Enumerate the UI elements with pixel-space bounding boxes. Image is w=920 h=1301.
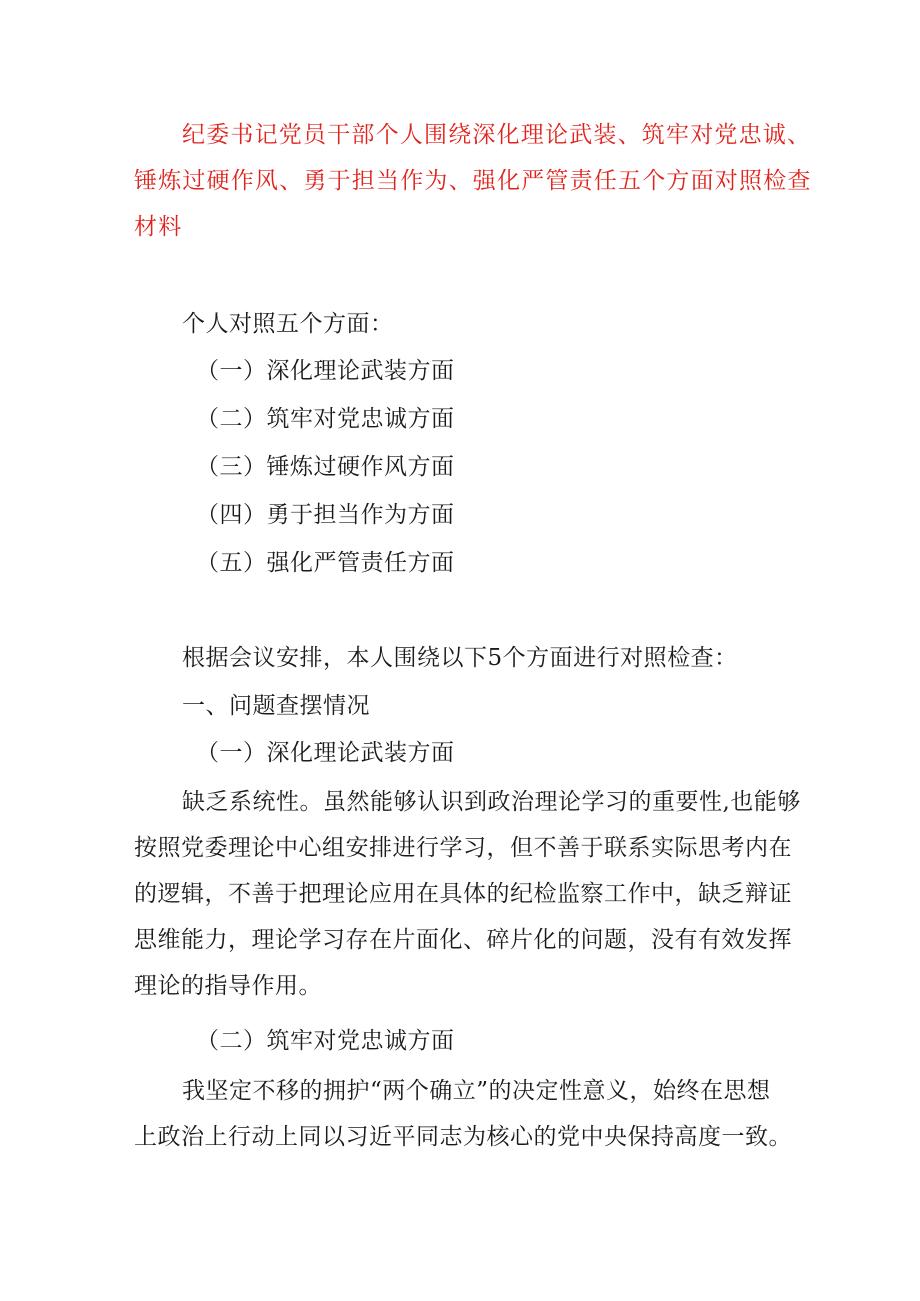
title-line-1: 纪委书记党员干部个人围绕深化理论武装、筑牢对党忠诚、 (182, 122, 812, 148)
paragraph-line: 我坚定不移的拥护“两个确立”的决定性意义，始终在思想 (182, 1078, 771, 1104)
section-1-heading: 一、问题查摆情况 (182, 693, 370, 719)
paragraph-line: 理论的指导作用。 (134, 973, 322, 999)
paragraph-line: 上政治上行动上同以习近平同志为核心的党中央保持高度一致。 (134, 1124, 792, 1150)
intro-paragraph: 根据会议安排，本人围绕以下5个方面进行对照检查： (182, 645, 738, 671)
title-line-2: 锤炼过硬作风、勇于担当作为、强化严管责任五个方面对照检查 (134, 168, 812, 194)
aspects-intro: 个人对照五个方面： (182, 311, 394, 337)
paragraph-line: 按照党委理论中心组安排进行学习，但不善于联系实际思考内在 (134, 835, 792, 861)
subsection-1-paragraph (134, 779, 801, 1009)
subsection-1-heading: （一）深化理论武装方面 (196, 740, 455, 766)
paragraph-line: 缺乏系统性。虽然能够认识到政治理论学习的重要性,也能够 (182, 789, 801, 815)
aspect-item-3: （三）锤炼过硬作风方面 (196, 454, 455, 480)
subsection-2-paragraph (134, 1068, 794, 1160)
aspect-item-5: （五）强化严管责任方面 (196, 550, 455, 576)
document-title (134, 112, 812, 250)
paragraph-line: 思维能力，理论学习存在片面化、碎片化的问题，没有有效发挥 (134, 927, 792, 953)
paragraph-line: 的逻辑，不善于把理论应用在具体的纪检监察工作中，缺乏辩证 (134, 881, 792, 907)
aspect-item-2: （二）筑牢对党忠诚方面 (196, 406, 455, 432)
aspect-item-1: （一）深化理论武装方面 (196, 358, 455, 384)
aspect-item-4: （四）勇于担当作为方面 (196, 502, 455, 528)
subsection-2-heading: （二）筑牢对党忠诚方面 (196, 1028, 455, 1054)
title-line-3: 材料 (134, 214, 183, 240)
